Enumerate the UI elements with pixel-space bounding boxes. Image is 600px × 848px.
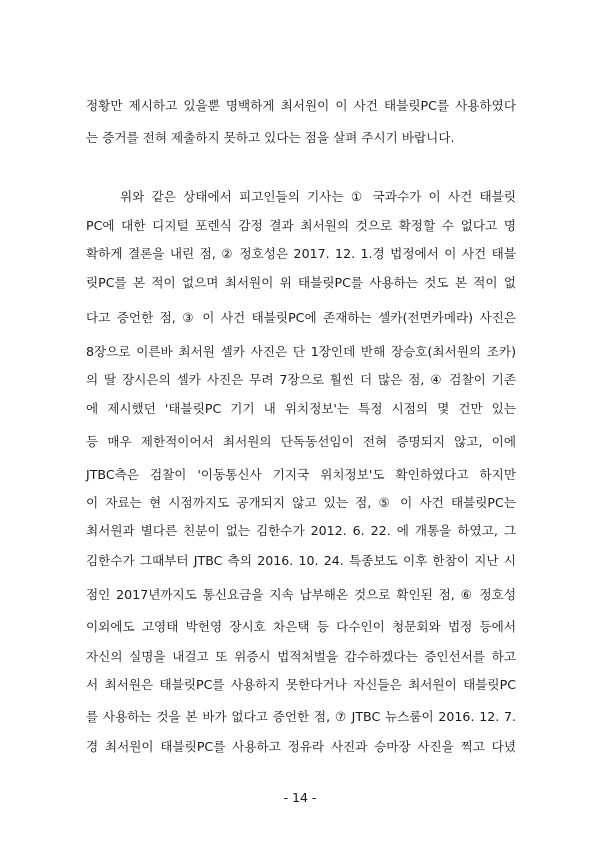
- text-line: 는 증거를 전혀 제출하지 못하고 있다는 점을 살펴 주시기 바랍니다.: [86, 130, 455, 145]
- text-line: 릿PC를 본 적이 없으며 최서원이 위 태블릿PC를 사용하는 것도 본 적이 없: [86, 275, 516, 290]
- text-line: 를 사용하는 것을 본 바가 없다고 증언한 점, ⑦ JTBC 뉴스룸이 2016. 12. 7.: [86, 709, 516, 724]
- text-line: 최서원과 별다른 친분이 없는 김한수가 2012. 6. 22. 에 개통을 하였고, 그: [86, 523, 516, 538]
- text-line: 김한수가 그때부터 JTBC 측의 2016. 10. 24. 특종보도 이후 한참이 지난 시: [86, 553, 516, 568]
- text-line: 경 최서원이 태블릿PC를 사용하고 정유라 사진과 승마장 사진을 찍고 다녔: [86, 739, 516, 754]
- page-number: - 14 -: [283, 790, 317, 805]
- text-line: 자신의 실명을 내걸고 또 위증시 법적처벌을 감수하겠다는 증인선서를 하고: [86, 649, 516, 664]
- text-line: 이외에도 고영태 박헌영 장시호 차은택 등 다수인이 청문회와 법정 등에서: [86, 619, 516, 634]
- text-line: PC에 대한 디지털 포렌식 감정 결과 최서원의 것으로 확정할 수 없다고 명: [86, 218, 516, 233]
- text-line: 점인 2017년까지도 통신요금을 지속 납부해온 것으로 확인된 점, ⑥ 정호성: [86, 587, 516, 602]
- text-line: 이 자료는 현 시점까지도 공개되지 않고 있는 점, ⑤ 이 사건 태블릿PC는: [86, 495, 516, 510]
- text-line: 의 딸 장시은의 셀카 사진은 무려 7장으로 훨씬 더 많은 점, ④ 검찰이 기존: [86, 372, 516, 387]
- text-line: 서 최서원은 태블릿PC를 사용하지 못한다거나 자신들은 최서원이 태블릿PC: [86, 677, 516, 692]
- text-line: 다고 증언한 점, ③ 이 사건 태블릿PC에 존재하는 셀카(전면카메라) 사진은: [86, 310, 516, 325]
- text-line: 정황만 제시하고 있을뿐 명백하게 최서원이 이 사건 태블릿PC를 사용하였다: [86, 98, 516, 113]
- text-line: 등 매우 제한적이어서 최서원의 단독동선임이 전혀 증명되지 않고, 이에: [86, 434, 516, 449]
- text-line: 8장으로 이른바 최서원 셀카 사진은 단 1장인데 반해 장승호(최서원의 조카): [86, 344, 516, 359]
- text-line: 확하게 결론을 내린 점, ② 정호성은 2017. 12. 1.경 법정에서 이 사건 태블: [86, 246, 516, 261]
- text-line: 에 제시했던 '태블릿PC 기기 내 위치정보'는 특정 시점의 몇 건만 있는: [86, 401, 516, 416]
- text-line: JTBC측은 검찰이 '이동통신사 기지국 위치정보'도 확인하였다고 하지만: [86, 467, 516, 482]
- text-line: 위와 같은 상태에서 피고인들의 기사는 ① 국과수가 이 사건 태블릿: [120, 189, 516, 204]
